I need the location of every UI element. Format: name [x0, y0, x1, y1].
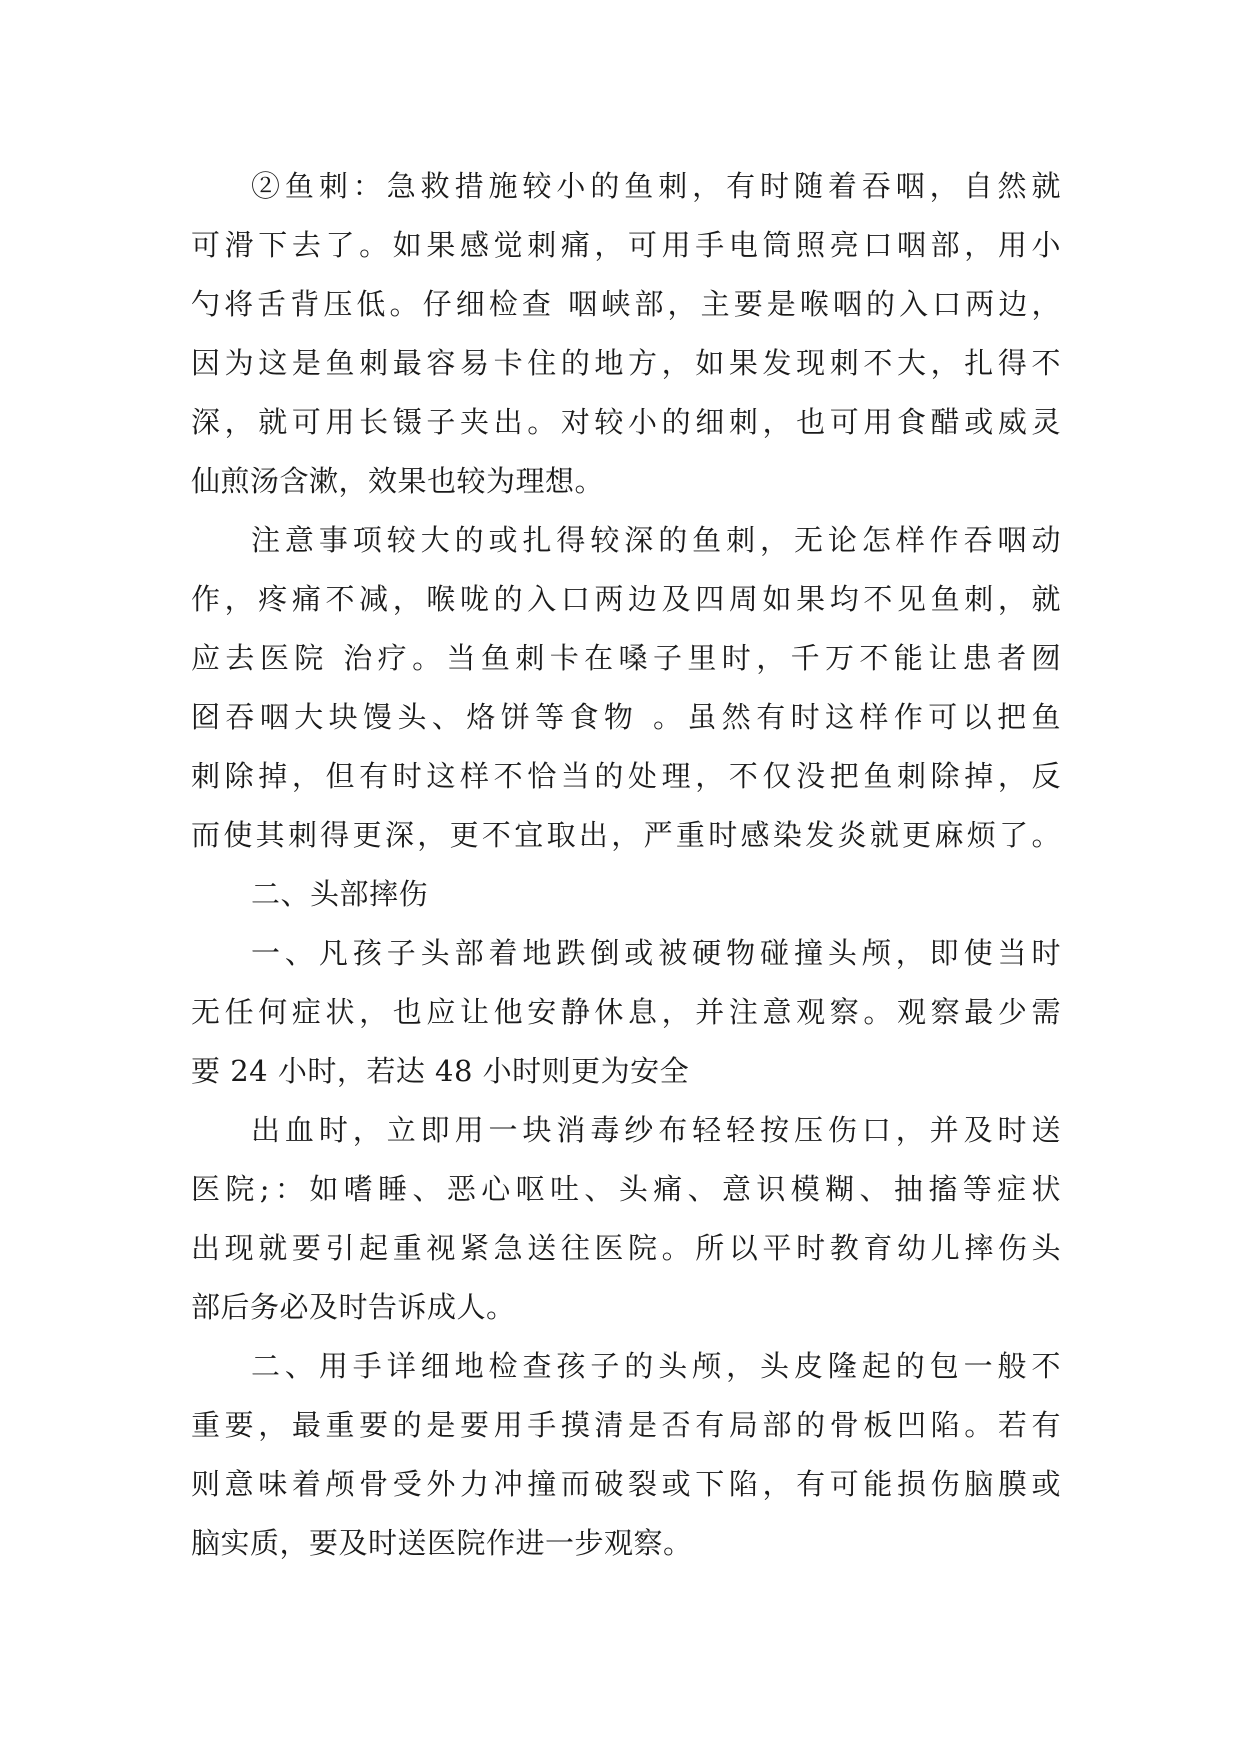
- text-line: 出血时，立即用一块消毒纱布轻轻按压伤口，并及时送: [251, 1113, 1061, 1147]
- text-line: 则意味着颅骨受外力冲撞而破裂或下陷，有可能损伤脑膜或: [191, 1467, 1061, 1501]
- text-line: 可滑下去了。如果感觉刺痛，可用手电筒照亮口咽部，用小: [191, 228, 1061, 262]
- text-line: 而使其刺得更深，更不宜取出，严重时感染发炎就更麻烦了。: [191, 818, 1061, 852]
- text-line: 重要，最重要的是要用手摸清是否有局部的骨板凹陷。若有: [191, 1408, 1061, 1442]
- text-line: 注意事项较大的或扎得较深的鱼刺，无论怎样作吞咽动: [251, 523, 1061, 557]
- text-line: 囵吞咽大块馒头、烙饼等食物 。虽然有时这样作可以把鱼: [191, 700, 1061, 734]
- text-line: 刺除掉，但有时这样不恰当的处理，不仅没把鱼刺除掉，反: [191, 759, 1061, 793]
- text-line: 作，疼痛不减，喉咙的入口两边及四周如果均不见鱼刺，就: [191, 582, 1061, 616]
- text-line: 出现就要引起重视紧急送往医院。所以平时教育幼儿摔伤头: [191, 1231, 1061, 1265]
- document-body: [191, 157, 1061, 1573]
- text-line: 部后务必及时告诉成人。: [191, 1290, 516, 1324]
- text-line: 脑实质，要及时送医院作进一步观察。: [191, 1526, 693, 1560]
- text-line: 一、凡孩子头部着地跌倒或被硬物碰撞头颅，即使当时: [251, 936, 1061, 970]
- text-line: 要 24 小时，若达 48 小时则更为安全: [191, 1054, 690, 1088]
- text-line: 医院;：如嗜睡、恶心呕吐、头痛、意识模糊、抽搐等症状: [191, 1172, 1061, 1206]
- text-line: 应去医院 治疗。当鱼刺卡在嗓子里时，千万不能让患者囫: [191, 641, 1061, 675]
- text-line: 仙煎汤含漱，效果也较为理想。: [191, 464, 605, 498]
- text-line: ②鱼刺：急救措施较小的鱼刺，有时随着吞咽，自然就: [251, 169, 1061, 203]
- text-line: 因为这是鱼刺最容易卡住的地方，如果发现刺不大，扎得不: [191, 346, 1061, 380]
- text-line: 深，就可用长镊子夹出。对较小的细刺，也可用食醋或威灵: [191, 405, 1061, 439]
- text-line: 勺将舌背压低。仔细检查 咽峡部，主要是喉咽的入口两边，: [191, 287, 1061, 321]
- text-line: 二、用手详细地检查孩子的头颅，头皮隆起的包一般不: [251, 1349, 1061, 1383]
- text-line: 无任何症状，也应让他安静休息，并注意观察。观察最少需: [191, 995, 1061, 1029]
- section-heading: 二、头部摔伤: [251, 877, 429, 911]
